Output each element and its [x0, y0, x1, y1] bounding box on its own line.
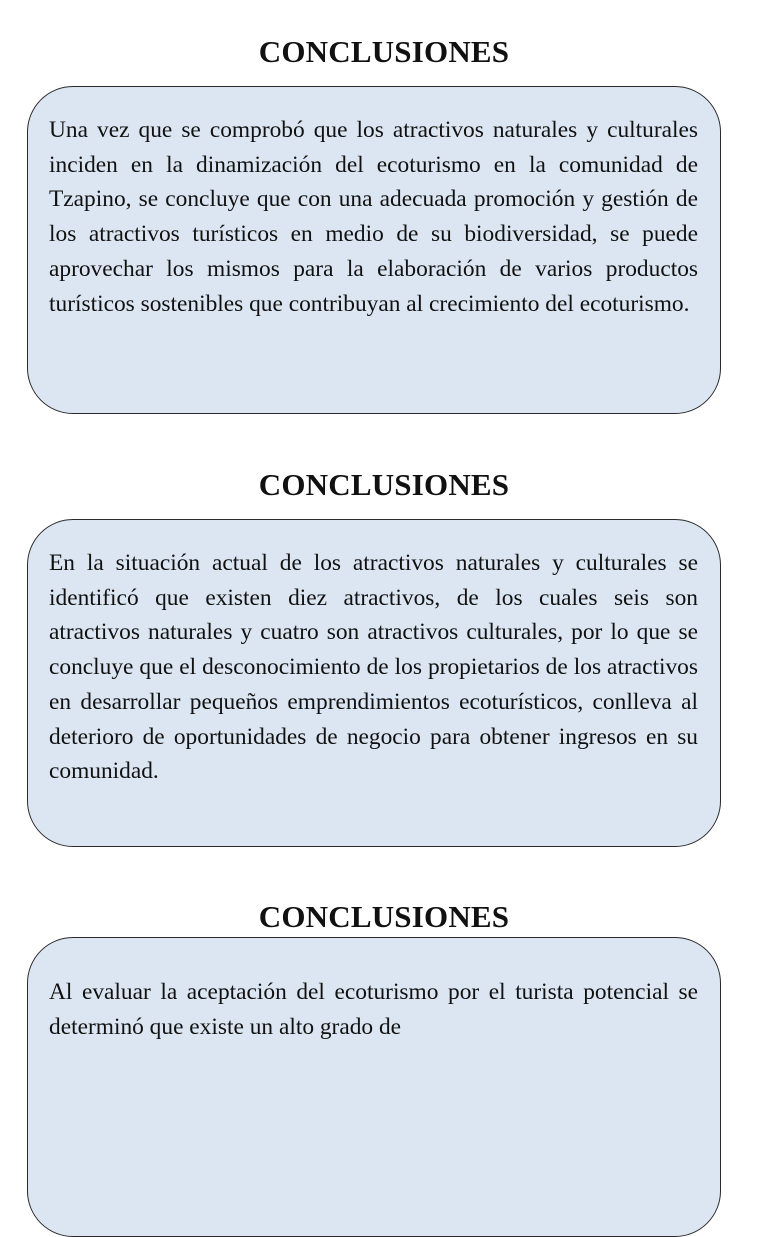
section-heading: CONCLUSIONES [258, 467, 510, 502]
conclusion-section-3 [0, 899, 768, 1040]
section-heading: CONCLUSIONES [258, 899, 510, 934]
conclusion-box [27, 937, 721, 1237]
conclusion-text: Al evaluar la aceptación del ecoturismo por el turista potencial se determinó que existe un alto grado de [49, 979, 698, 1040]
conclusion-text: En la situación actual de los atractivos naturales y culturales se identificó que existen diez atractivos, de los cuales seis son atractivos naturales y cuatro son atractivos culturales, por lo que se concluye que el desconocimiento de los propietarios de los atractivos en desarrollar pequeños emprendimientos ecoturísticos, conlleva al deterioro de oportunidades de negocio para obtener ingresos en su comunidad. [49, 550, 698, 785]
conclusion-box [27, 519, 721, 847]
conclusion-section-2 [0, 467, 768, 785]
conclusion-text: Una vez que se comprobó que los atractivos naturales y culturales inciden en la dinamización del ecoturismo en la comunidad de Tzapino, se concluye que con una adecuada promoción y gestión de los atractivos turísticos en medio de su biodiversidad, se puede aprovechar los mismos para la elaboración de varios productos turísticos sostenibles que contribuyan al crecimiento del ecoturismo. [49, 117, 698, 317]
section-heading: CONCLUSIONES [258, 34, 510, 69]
conclusion-box [27, 86, 721, 414]
conclusion-section-1 [0, 34, 768, 317]
